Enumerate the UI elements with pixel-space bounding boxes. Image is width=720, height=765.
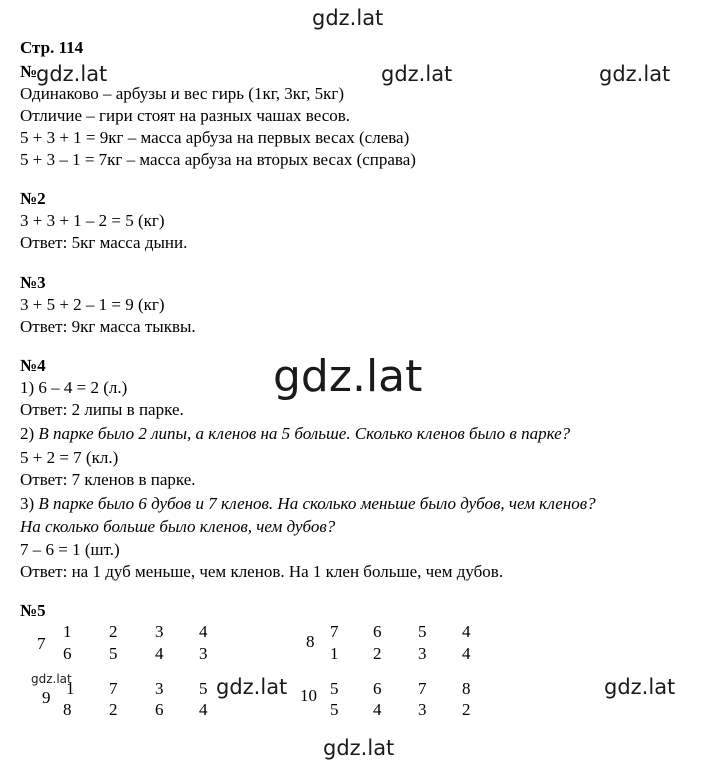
task4-line9: Ответ: на 1 дуб меньше, чем кленов. На 1 клен больше, чем дубов. — [20, 562, 504, 581]
task5-heading: №5 — [20, 601, 46, 620]
task4-line6 — [20, 494, 596, 514]
number-house-8-top-2: 6 — [373, 622, 382, 641]
number-house-9-label: 9 — [42, 688, 51, 707]
number-house-7-bottom-3: 4 — [155, 644, 164, 663]
number-house-8-bottom-1: 1 — [330, 644, 339, 663]
task4-line3-question: В парке было 2 липы, а кленов на 5 больше. Сколько кленов было в парке? — [38, 424, 571, 443]
page-heading: Стр. 114 — [20, 38, 84, 57]
task4-heading: №4 — [20, 356, 46, 375]
number-house-8-top-4: 4 — [462, 622, 471, 641]
task3-line2: Ответ: 9кг масса тыквы. — [20, 317, 196, 336]
number-house-9-top-4: 5 — [199, 679, 208, 698]
task4-line6-question: В парке было 6 дубов и 7 кленов. На сколько меньше было дубов, чем кленов? — [38, 494, 596, 513]
task1-line1: Одинаково – арбузы и вес гирь (1кг, 3кг, 5кг) — [20, 84, 344, 103]
number-house-8-label: 8 — [306, 632, 315, 651]
task2-heading: №2 — [20, 189, 46, 208]
number-house-10-bottom-3: 3 — [418, 700, 427, 719]
task1-line3: 5 + 3 + 1 = 9кг – масса арбуза на первых весах (слева) — [20, 128, 410, 147]
number-house-7-top-1: 1 — [63, 622, 72, 641]
number-house-7-bottom-4: 3 — [199, 644, 208, 663]
task1-line2: Отличие – гири стоят на разных чашах весов. — [20, 106, 351, 125]
task3-heading: №3 — [20, 273, 46, 292]
task3-line1: 3 + 5 + 2 – 1 = 9 (кг) — [20, 295, 165, 314]
number-house-9-bottom-2: 2 — [109, 700, 118, 719]
number-house-7-label: 7 — [37, 634, 46, 653]
task4-line4: 5 + 2 = 7 (кл.) — [20, 448, 119, 467]
watermark-bottom: gdz.lat — [323, 736, 395, 760]
number-house-8-bottom-2: 2 — [373, 644, 382, 663]
number-house-9-bottom-4: 4 — [199, 700, 208, 719]
task1-line4: 5 + 3 – 1 = 7кг – масса арбуза на вторых весах (справа) — [20, 150, 416, 169]
number-house-8-top-3: 5 — [418, 622, 427, 641]
task4-line8: 7 – 6 = 1 (шт.) — [20, 540, 120, 559]
number-house-10-top-1: 5 — [330, 679, 339, 698]
task4-line1: 1) 6 – 4 = 2 (л.) — [20, 378, 128, 397]
watermark-top: gdz.lat — [312, 6, 384, 30]
number-house-7-bottom-1: 6 — [63, 644, 72, 663]
number-house-7-top-2: 2 — [109, 622, 118, 641]
watermark-row2-right: gdz.lat — [604, 675, 676, 699]
task2-line1: 3 + 3 + 1 – 2 = 5 (кг) — [20, 211, 165, 230]
number-house-8-top-1: 7 — [330, 622, 339, 641]
watermark-row2-left: gdz.lat — [216, 675, 288, 699]
number-house-7-bottom-2: 5 — [109, 644, 118, 663]
number-house-9-bottom-3: 6 — [155, 700, 164, 719]
number-house-10-bottom-4: 2 — [462, 700, 471, 719]
watermark-row1-left: gdz.lat — [36, 62, 108, 86]
task4-line3-number: 2) — [20, 424, 39, 443]
number-house-9-top-3: 3 — [155, 679, 164, 698]
number-house-10-label: 10 — [300, 686, 317, 705]
number-house-7-top-3: 3 — [155, 622, 164, 641]
number-house-9-bottom-1: 8 — [63, 700, 72, 719]
number-house-10-bottom-1: 5 — [330, 700, 339, 719]
task4-line6-number: 3) — [20, 494, 39, 513]
number-house-10-top-3: 7 — [418, 679, 427, 698]
task2-line2: Ответ: 5кг масса дыни. — [20, 233, 188, 252]
number-house-8-bottom-3: 3 — [418, 644, 427, 663]
task4-line2: Ответ: 2 липы в парке. — [20, 400, 184, 419]
number-house-8-bottom-4: 4 — [462, 644, 471, 663]
number-house-10-top-2: 6 — [373, 679, 382, 698]
number-house-7-top-4: 4 — [199, 622, 208, 641]
watermark-small: gdz.lat — [31, 672, 72, 686]
task4-line5: Ответ: 7 кленов в парке. — [20, 470, 196, 489]
watermark-row1-middle: gdz.lat — [381, 62, 453, 86]
task4-line7: На сколько больше было кленов, чем дубов? — [20, 517, 336, 536]
number-house-9-top-2: 7 — [109, 679, 118, 698]
watermark-row1-right: gdz.lat — [599, 62, 671, 86]
number-house-9-top-1: 1 — [66, 679, 75, 698]
watermark-center: gdz.lat — [273, 351, 423, 402]
task4-line3 — [20, 424, 570, 444]
task1-heading: № — [20, 62, 38, 81]
number-house-10-bottom-2: 4 — [373, 700, 382, 719]
number-house-10-top-4: 8 — [462, 679, 471, 698]
